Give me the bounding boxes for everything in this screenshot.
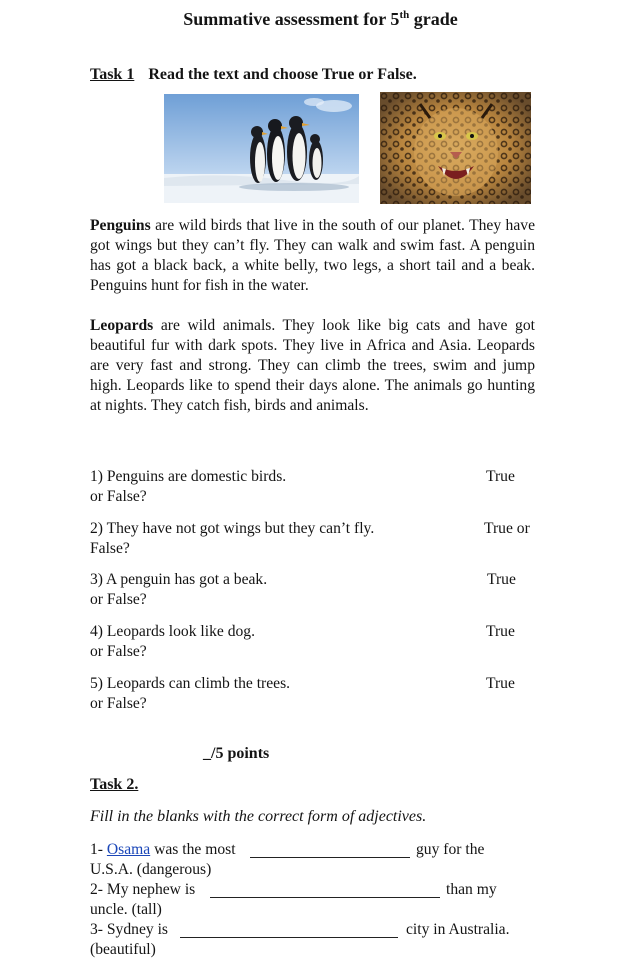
leopards-paragraph: Leopards are wild animals. They look like big cats and have got beautiful fur with dark spots. They live in Africa and Asia. Leopards are very fast and strong. They can climb the trees, swim and jump high. Leopards like to spend their days alone. The animals go hunting at nights. They catch fish, birds and animals.: [90, 317, 535, 414]
fill-item-second-line: uncle. (tall): [90, 901, 162, 918]
fill-item: [90, 920, 535, 960]
task2-instruction: Fill in the blanks with the correct form of adjectives.: [90, 808, 427, 825]
answer-blank[interactable]: [210, 897, 440, 898]
question-item: [90, 519, 535, 561]
question-text: 5) Leopards can climb the trees.: [90, 675, 291, 692]
fill-item-tail: than my: [446, 881, 497, 898]
task1-points: _/5 points: [203, 745, 270, 762]
question-item: [90, 570, 535, 612]
question-false-label: or False?: [90, 695, 147, 712]
leopard-photo: [380, 92, 531, 204]
page-title: Summative assessment for 5th grade: [183, 9, 458, 29]
question-true-label: True: [486, 675, 515, 692]
fill-item-tail: guy for the: [416, 841, 485, 858]
task1-heading: [90, 66, 417, 84]
task2-label: Task 2.: [90, 776, 139, 793]
answer-blank[interactable]: [250, 857, 410, 858]
question-true-label: True: [487, 571, 516, 588]
question-false-label: or False?: [90, 488, 147, 505]
osama-link[interactable]: Osama: [106, 841, 151, 858]
question-false-label: False?: [90, 540, 130, 557]
fill-item: [90, 840, 535, 880]
question-text: 1) Penguins are domestic birds.: [90, 468, 287, 485]
question-item: [90, 674, 535, 716]
task1-label: Task 1: [90, 66, 135, 83]
question-false-label: or False?: [90, 643, 147, 660]
fill-item-text: 1- Osama was the most: [90, 841, 236, 858]
question-text: 3) A penguin has got a beak.: [90, 571, 268, 588]
question-true-label: True: [486, 623, 515, 640]
question-item: [90, 622, 535, 664]
question-text: 4) Leopards look like dog.: [90, 623, 255, 640]
answer-blank[interactable]: [180, 937, 398, 938]
penguins-photo: [164, 94, 359, 203]
fill-item-tail: city in Australia.: [406, 921, 510, 938]
task1-instruction: Read the text and choose True or False.: [148, 66, 417, 83]
question-text: 2) They have not got wings but they can’t fly.: [90, 520, 375, 537]
fill-item-text: 2- My nephew is: [90, 881, 196, 898]
question-true-label: True: [486, 468, 515, 485]
fill-item-second-line: U.S.A. (dangerous): [90, 861, 212, 878]
question-false-label: or False?: [90, 591, 147, 608]
fill-item-text: 3- Sydney is: [90, 921, 168, 938]
question-item: [90, 467, 535, 509]
penguins-paragraph: Penguins are wild birds that live in the south of our planet. They have got wings but they can’t fly. They can walk and swim fast. A penguin has got a black back, a white belly, two legs, a short tail and a beak. Penguins hunt for fish in the water.: [90, 217, 535, 294]
fill-item: [90, 880, 535, 920]
question-true-label: True or: [484, 520, 530, 537]
fill-item-second-line: (beautiful): [90, 941, 156, 958]
